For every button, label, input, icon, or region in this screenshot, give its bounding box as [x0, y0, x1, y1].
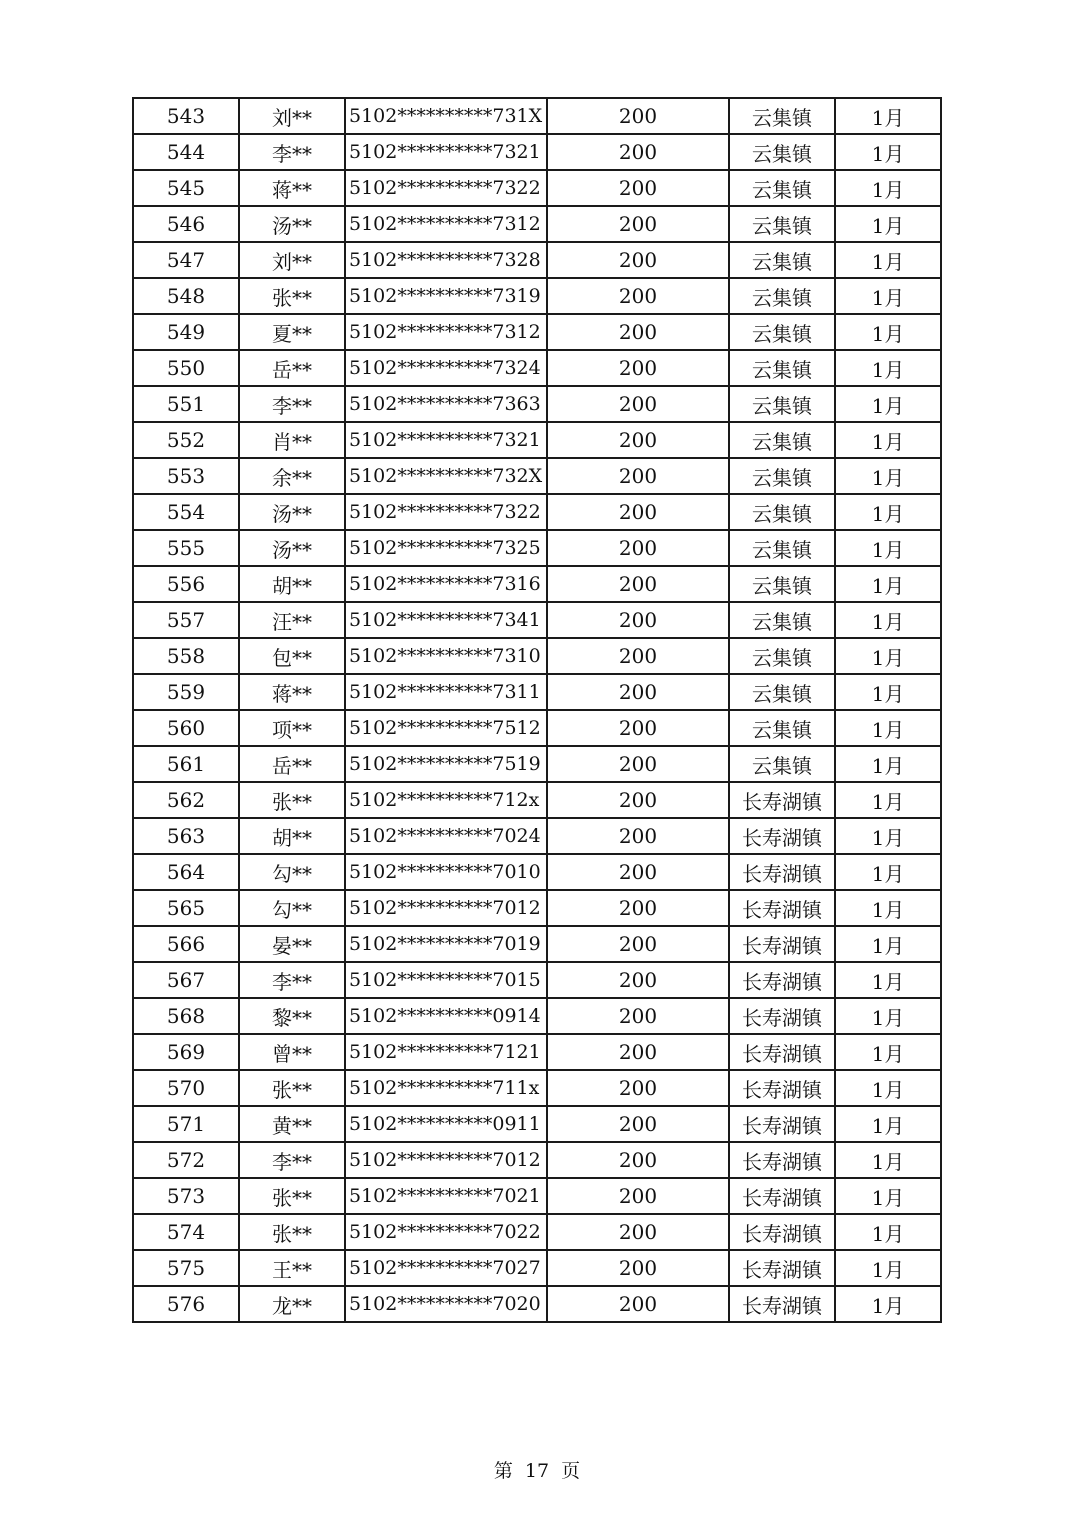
- month-cell: 1月: [835, 206, 941, 242]
- name-cell: 蒋**: [239, 170, 345, 206]
- table-row: [133, 134, 941, 170]
- row-number-cell: 573: [133, 1178, 239, 1214]
- town-cell: 长寿湖镇: [729, 926, 835, 962]
- month-cell: 1月: [835, 386, 941, 422]
- row-number-cell: 547: [133, 242, 239, 278]
- amount-cell: 200: [547, 602, 729, 638]
- table-row: [133, 386, 941, 422]
- table-row: [133, 674, 941, 710]
- id-number-cell: 5102**********7021: [345, 1178, 547, 1214]
- amount-cell: 200: [547, 206, 729, 242]
- table-row: [133, 494, 941, 530]
- row-number-cell: 575: [133, 1250, 239, 1286]
- table-row: [133, 98, 941, 134]
- town-cell: 云集镇: [729, 98, 835, 134]
- id-number-cell: 5102**********7121: [345, 1034, 547, 1070]
- name-cell: 黎**: [239, 998, 345, 1034]
- town-cell: 云集镇: [729, 278, 835, 314]
- amount-cell: 200: [547, 494, 729, 530]
- id-number-cell: 5102**********7027: [345, 1250, 547, 1286]
- amount-cell: 200: [547, 422, 729, 458]
- row-number-cell: 564: [133, 854, 239, 890]
- amount-cell: 200: [547, 1286, 729, 1322]
- id-number-cell: 5102**********7319: [345, 278, 547, 314]
- town-cell: 长寿湖镇: [729, 998, 835, 1034]
- town-cell: 长寿湖镇: [729, 1286, 835, 1322]
- town-cell: 长寿湖镇: [729, 854, 835, 890]
- name-cell: 蒋**: [239, 674, 345, 710]
- name-cell: 项**: [239, 710, 345, 746]
- town-cell: 长寿湖镇: [729, 1250, 835, 1286]
- row-number-cell: 548: [133, 278, 239, 314]
- town-cell: 云集镇: [729, 458, 835, 494]
- table-body: [133, 98, 941, 1322]
- month-cell: 1月: [835, 962, 941, 998]
- town-cell: 云集镇: [729, 350, 835, 386]
- id-number-cell: 5102**********0911: [345, 1106, 547, 1142]
- town-cell: 云集镇: [729, 242, 835, 278]
- row-number-cell: 545: [133, 170, 239, 206]
- amount-cell: 200: [547, 962, 729, 998]
- month-cell: 1月: [835, 854, 941, 890]
- id-number-cell: 5102**********7316: [345, 566, 547, 602]
- amount-cell: 200: [547, 242, 729, 278]
- id-number-cell: 5102**********7312: [345, 206, 547, 242]
- id-number-cell: 5102**********7321: [345, 422, 547, 458]
- name-cell: 李**: [239, 134, 345, 170]
- town-cell: 长寿湖镇: [729, 818, 835, 854]
- amount-cell: 200: [547, 386, 729, 422]
- id-number-cell: 5102**********7311: [345, 674, 547, 710]
- amount-cell: 200: [547, 1106, 729, 1142]
- table-row: [133, 710, 941, 746]
- amount-cell: 200: [547, 566, 729, 602]
- id-number-cell: 5102**********0914: [345, 998, 547, 1034]
- table-row: [133, 566, 941, 602]
- id-number-cell: 5102**********7321: [345, 134, 547, 170]
- month-cell: 1月: [835, 278, 941, 314]
- row-number-cell: 553: [133, 458, 239, 494]
- row-number-cell: 568: [133, 998, 239, 1034]
- name-cell: 张**: [239, 278, 345, 314]
- id-number-cell: 5102**********7512: [345, 710, 547, 746]
- id-number-cell: 5102**********7022: [345, 1214, 547, 1250]
- row-number-cell: 554: [133, 494, 239, 530]
- table-row: [133, 458, 941, 494]
- row-number-cell: 570: [133, 1070, 239, 1106]
- town-cell: 云集镇: [729, 422, 835, 458]
- beneficiary-table: [132, 97, 942, 1323]
- name-cell: 曾**: [239, 1034, 345, 1070]
- month-cell: 1月: [835, 494, 941, 530]
- table-row: [133, 350, 941, 386]
- id-number-cell: 5102**********7519: [345, 746, 547, 782]
- row-number-cell: 574: [133, 1214, 239, 1250]
- name-cell: 张**: [239, 782, 345, 818]
- name-cell: 汪**: [239, 602, 345, 638]
- amount-cell: 200: [547, 1142, 729, 1178]
- month-cell: 1月: [835, 782, 941, 818]
- name-cell: 包**: [239, 638, 345, 674]
- town-cell: 长寿湖镇: [729, 1106, 835, 1142]
- name-cell: 汤**: [239, 206, 345, 242]
- table-row: [133, 1286, 941, 1322]
- town-cell: 云集镇: [729, 602, 835, 638]
- name-cell: 岳**: [239, 746, 345, 782]
- town-cell: 云集镇: [729, 710, 835, 746]
- town-cell: 云集镇: [729, 134, 835, 170]
- town-cell: 云集镇: [729, 566, 835, 602]
- month-cell: 1月: [835, 1250, 941, 1286]
- amount-cell: 200: [547, 1250, 729, 1286]
- month-cell: 1月: [835, 1034, 941, 1070]
- id-number-cell: 5102**********7015: [345, 962, 547, 998]
- id-number-cell: 5102**********7310: [345, 638, 547, 674]
- name-cell: 勾**: [239, 854, 345, 890]
- month-cell: 1月: [835, 602, 941, 638]
- id-number-cell: 5102**********7363: [345, 386, 547, 422]
- amount-cell: 200: [547, 1034, 729, 1070]
- id-number-cell: 5102**********7324: [345, 350, 547, 386]
- name-cell: 黄**: [239, 1106, 345, 1142]
- month-cell: 1月: [835, 674, 941, 710]
- name-cell: 李**: [239, 1142, 345, 1178]
- month-cell: 1月: [835, 242, 941, 278]
- row-number-cell: 559: [133, 674, 239, 710]
- town-cell: 长寿湖镇: [729, 782, 835, 818]
- amount-cell: 200: [547, 530, 729, 566]
- table-row: [133, 1178, 941, 1214]
- name-cell: 岳**: [239, 350, 345, 386]
- month-cell: 1月: [835, 1142, 941, 1178]
- amount-cell: 200: [547, 638, 729, 674]
- row-number-cell: 572: [133, 1142, 239, 1178]
- month-cell: 1月: [835, 530, 941, 566]
- month-cell: 1月: [835, 818, 941, 854]
- row-number-cell: 557: [133, 602, 239, 638]
- month-cell: 1月: [835, 170, 941, 206]
- id-number-cell: 5102**********7024: [345, 818, 547, 854]
- name-cell: 刘**: [239, 242, 345, 278]
- amount-cell: 200: [547, 710, 729, 746]
- name-cell: 胡**: [239, 818, 345, 854]
- month-cell: 1月: [835, 422, 941, 458]
- month-cell: 1月: [835, 350, 941, 386]
- month-cell: 1月: [835, 926, 941, 962]
- name-cell: 张**: [239, 1178, 345, 1214]
- amount-cell: 200: [547, 998, 729, 1034]
- month-cell: 1月: [835, 710, 941, 746]
- page-number: 第 17 页: [493, 1460, 581, 1482]
- table-row: [133, 1142, 941, 1178]
- town-cell: 云集镇: [729, 314, 835, 350]
- table-row: [133, 530, 941, 566]
- table-row: [133, 1250, 941, 1286]
- table-row: [133, 746, 941, 782]
- row-number-cell: 569: [133, 1034, 239, 1070]
- month-cell: 1月: [835, 566, 941, 602]
- id-number-cell: 5102**********7341: [345, 602, 547, 638]
- table-row: [133, 926, 941, 962]
- row-number-cell: 543: [133, 98, 239, 134]
- month-cell: 1月: [835, 1178, 941, 1214]
- town-cell: 长寿湖镇: [729, 1178, 835, 1214]
- table-row: [133, 638, 941, 674]
- table-row: [133, 170, 941, 206]
- name-cell: 勾**: [239, 890, 345, 926]
- month-cell: 1月: [835, 1070, 941, 1106]
- row-number-cell: 561: [133, 746, 239, 782]
- amount-cell: 200: [547, 98, 729, 134]
- id-number-cell: 5102**********732X: [345, 458, 547, 494]
- month-cell: 1月: [835, 1106, 941, 1142]
- id-number-cell: 5102**********711x: [345, 1070, 547, 1106]
- id-number-cell: 5102**********712x: [345, 782, 547, 818]
- row-number-cell: 560: [133, 710, 239, 746]
- town-cell: 长寿湖镇: [729, 1214, 835, 1250]
- id-number-cell: 5102**********7012: [345, 1142, 547, 1178]
- id-number-cell: 5102**********7325: [345, 530, 547, 566]
- table-row: [133, 1070, 941, 1106]
- table-row: [133, 206, 941, 242]
- amount-cell: 200: [547, 458, 729, 494]
- name-cell: 张**: [239, 1214, 345, 1250]
- id-number-cell: 5102**********7312: [345, 314, 547, 350]
- amount-cell: 200: [547, 134, 729, 170]
- table-row: [133, 242, 941, 278]
- amount-cell: 200: [547, 890, 729, 926]
- table-row: [133, 854, 941, 890]
- town-cell: 云集镇: [729, 206, 835, 242]
- amount-cell: 200: [547, 926, 729, 962]
- town-cell: 云集镇: [729, 170, 835, 206]
- row-number-cell: 544: [133, 134, 239, 170]
- row-number-cell: 571: [133, 1106, 239, 1142]
- town-cell: 云集镇: [729, 674, 835, 710]
- amount-cell: 200: [547, 170, 729, 206]
- id-number-cell: 5102**********7012: [345, 890, 547, 926]
- month-cell: 1月: [835, 98, 941, 134]
- town-cell: 云集镇: [729, 494, 835, 530]
- month-cell: 1月: [835, 314, 941, 350]
- town-cell: 长寿湖镇: [729, 1142, 835, 1178]
- table-row: [133, 422, 941, 458]
- row-number-cell: 556: [133, 566, 239, 602]
- name-cell: 刘**: [239, 98, 345, 134]
- table-row: [133, 602, 941, 638]
- row-number-cell: 565: [133, 890, 239, 926]
- name-cell: 胡**: [239, 566, 345, 602]
- row-number-cell: 558: [133, 638, 239, 674]
- month-cell: 1月: [835, 998, 941, 1034]
- name-cell: 肖**: [239, 422, 345, 458]
- id-number-cell: 5102**********7010: [345, 854, 547, 890]
- row-number-cell: 546: [133, 206, 239, 242]
- month-cell: 1月: [835, 134, 941, 170]
- table-row: [133, 1034, 941, 1070]
- amount-cell: 200: [547, 1214, 729, 1250]
- row-number-cell: 555: [133, 530, 239, 566]
- amount-cell: 200: [547, 1178, 729, 1214]
- row-number-cell: 576: [133, 1286, 239, 1322]
- name-cell: 晏**: [239, 926, 345, 962]
- row-number-cell: 551: [133, 386, 239, 422]
- row-number-cell: 550: [133, 350, 239, 386]
- amount-cell: 200: [547, 314, 729, 350]
- amount-cell: 200: [547, 350, 729, 386]
- name-cell: 夏**: [239, 314, 345, 350]
- table-row: [133, 1106, 941, 1142]
- row-number-cell: 562: [133, 782, 239, 818]
- table-row: [133, 1214, 941, 1250]
- name-cell: 张**: [239, 1070, 345, 1106]
- table-row: [133, 314, 941, 350]
- id-number-cell: 5102**********7322: [345, 494, 547, 530]
- id-number-cell: 5102**********7322: [345, 170, 547, 206]
- id-number-cell: 5102**********7328: [345, 242, 547, 278]
- table-row: [133, 782, 941, 818]
- name-cell: 龙**: [239, 1286, 345, 1322]
- amount-cell: 200: [547, 1070, 729, 1106]
- table-row: [133, 890, 941, 926]
- row-number-cell: 552: [133, 422, 239, 458]
- town-cell: 云集镇: [729, 386, 835, 422]
- name-cell: 汤**: [239, 494, 345, 530]
- month-cell: 1月: [835, 890, 941, 926]
- table-row: [133, 962, 941, 998]
- amount-cell: 200: [547, 818, 729, 854]
- name-cell: 余**: [239, 458, 345, 494]
- month-cell: 1月: [835, 458, 941, 494]
- row-number-cell: 567: [133, 962, 239, 998]
- name-cell: 王**: [239, 1250, 345, 1286]
- month-cell: 1月: [835, 638, 941, 674]
- town-cell: 长寿湖镇: [729, 1034, 835, 1070]
- amount-cell: 200: [547, 782, 729, 818]
- row-number-cell: 563: [133, 818, 239, 854]
- amount-cell: 200: [547, 278, 729, 314]
- id-number-cell: 5102**********731X: [345, 98, 547, 134]
- table-row: [133, 818, 941, 854]
- town-cell: 长寿湖镇: [729, 962, 835, 998]
- town-cell: 长寿湖镇: [729, 1070, 835, 1106]
- town-cell: 云集镇: [729, 530, 835, 566]
- id-number-cell: 5102**********7020: [345, 1286, 547, 1322]
- amount-cell: 200: [547, 746, 729, 782]
- month-cell: 1月: [835, 746, 941, 782]
- name-cell: 汤**: [239, 530, 345, 566]
- amount-cell: 200: [547, 674, 729, 710]
- amount-cell: 200: [547, 854, 729, 890]
- month-cell: 1月: [835, 1286, 941, 1322]
- row-number-cell: 549: [133, 314, 239, 350]
- table-row: [133, 278, 941, 314]
- row-number-cell: 566: [133, 926, 239, 962]
- name-cell: 李**: [239, 386, 345, 422]
- table-row: [133, 998, 941, 1034]
- month-cell: 1月: [835, 1214, 941, 1250]
- town-cell: 云集镇: [729, 638, 835, 674]
- town-cell: 长寿湖镇: [729, 890, 835, 926]
- id-number-cell: 5102**********7019: [345, 926, 547, 962]
- name-cell: 李**: [239, 962, 345, 998]
- town-cell: 云集镇: [729, 746, 835, 782]
